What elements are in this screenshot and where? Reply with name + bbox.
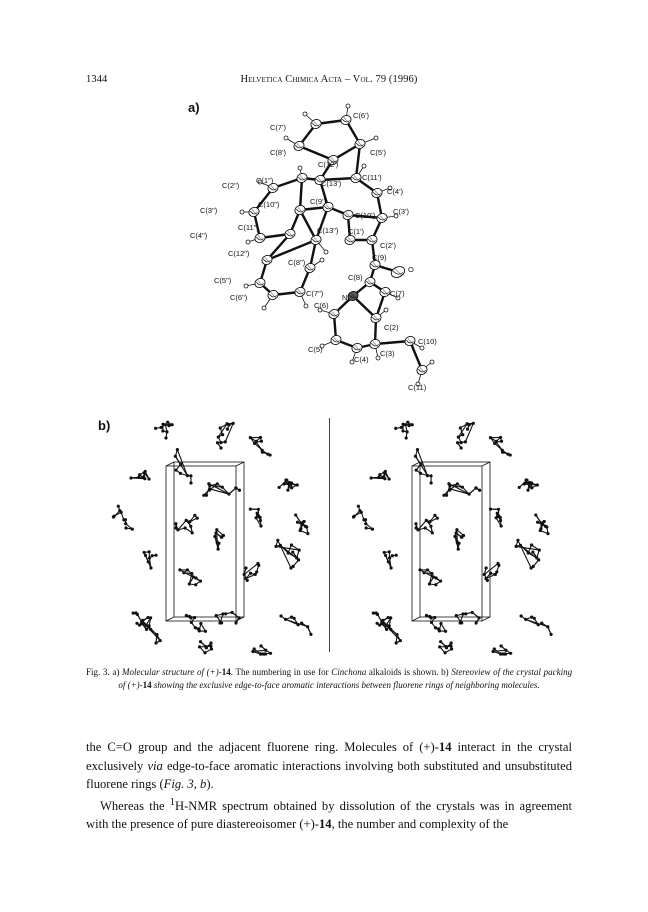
page-number: 1344 — [86, 74, 108, 85]
packed-molecule — [249, 508, 263, 528]
atom-label-c3p: C(3') — [393, 207, 410, 216]
paragraph-1 — [86, 738, 572, 794]
hydrogen-atom — [298, 166, 302, 170]
bond-c8p-c12p — [299, 146, 333, 160]
atom-c4pp — [253, 232, 266, 244]
atom-label-c8pp: C(8") — [288, 258, 306, 267]
hydrogen-atom — [320, 258, 324, 262]
hydrogen-atom — [346, 104, 350, 108]
atom-label-c2p: C(2') — [380, 241, 397, 250]
hydrogen-atom — [304, 304, 308, 308]
atom-label-c10: C(10) — [418, 337, 437, 346]
atom-label-n: N — [342, 293, 348, 302]
caption-b-italic-1: Stereoview of the crystal packing of (+)- — [118, 667, 573, 690]
packed-molecule — [520, 614, 553, 636]
bond-c13pp-c9p — [316, 207, 328, 240]
packed-molecule — [178, 568, 202, 586]
atom-label-c5p: C(5') — [370, 148, 387, 157]
atoms-group — [240, 104, 434, 386]
atom-c2p — [365, 234, 378, 246]
caption-part-b: b) — [441, 667, 449, 677]
atom-label-c10pp: C(10") — [258, 200, 280, 209]
atom-label-c1pp: C(1") — [256, 176, 274, 185]
hydrogen-atom — [262, 306, 266, 310]
atom-label-c7: C(7) — [390, 289, 405, 298]
packed-molecule — [489, 436, 512, 457]
caption-part-a: a) — [112, 667, 120, 677]
caption-fig-label: Fig. 3. — [86, 667, 110, 677]
hydrogen-atom — [240, 210, 244, 214]
packed-molecule — [143, 550, 158, 569]
bond-c13pp-c10pp — [300, 210, 316, 240]
atom-label-c3: C(3) — [380, 349, 395, 358]
packed-molecule — [418, 568, 442, 586]
atom-label-c4p: C(4') — [387, 187, 404, 196]
hydrogen-atom — [384, 308, 388, 312]
atom-label-c11pp: C(11") — [238, 223, 259, 232]
caption-a-rest-2: alkaloids is shown. — [366, 667, 439, 677]
atom-label-c1p: C(1') — [348, 227, 365, 236]
atom-label-c10p: C(10') — [355, 211, 376, 220]
atom-label-c7pp: C(7") — [306, 289, 324, 298]
hydrogen-atom — [420, 346, 424, 350]
atom-c10 — [403, 335, 416, 347]
atom-label-c8p: C(8') — [270, 148, 287, 157]
atom-label-c5: C(5) — [308, 345, 323, 354]
stereoview-right — [336, 418, 568, 658]
p1-compound: 14 — [438, 740, 452, 754]
caption-a-italic: Molecular structure of (+)- — [122, 667, 222, 677]
packed-molecule — [483, 562, 501, 582]
packed-molecule — [383, 550, 398, 569]
packed-molecule — [394, 421, 414, 440]
hydrogen-atom — [244, 284, 248, 288]
packed-molecule — [438, 640, 453, 654]
hydrogen-atom — [324, 250, 328, 254]
molecular-structure-figure — [150, 100, 480, 410]
stereoview-left — [96, 418, 328, 658]
atom-label-c4: C(4) — [354, 355, 369, 364]
atom-c8pp — [303, 262, 316, 274]
packed-molecule — [414, 514, 439, 535]
atom-c3p — [375, 212, 388, 224]
atom-label-c11p: C(11') — [362, 173, 382, 182]
hydrogen-atom — [430, 360, 434, 364]
atom-o — [390, 265, 407, 280]
packed-molecule — [243, 562, 261, 582]
p1-text-b: interact in the crystal exclusively — [86, 740, 572, 773]
hydrogen-atom — [303, 112, 307, 116]
packed-molecule — [112, 505, 134, 531]
packed-molecule — [278, 478, 299, 491]
atom-c13pp — [309, 234, 322, 246]
atom-c1pp — [295, 172, 308, 184]
caption-b-italic-2: showing the exclusive edge-to-face aromatic interactions between fluorene rings of neighboring molecules. — [151, 679, 540, 690]
atom-label-c13p: C(13') — [321, 179, 342, 188]
caption-compound-b: 14 — [142, 679, 152, 690]
packed-molecule — [202, 482, 241, 497]
atom-label-o: O — [408, 265, 414, 274]
packed-molecule — [515, 539, 541, 570]
p2-text-a: Whereas the — [100, 798, 170, 813]
packed-molecule — [215, 611, 241, 625]
packed-molecule — [213, 528, 225, 551]
p1-text-d: ). — [206, 777, 214, 791]
p2-superscript: 1 — [169, 796, 175, 808]
packed-molecule — [370, 470, 391, 481]
atom-c5p — [353, 138, 366, 150]
atom-c5 — [329, 334, 342, 346]
caption-a-rest-1: . The numbering in use for — [230, 667, 332, 677]
p1-text-a: the C=O group and the adjacent fluorene ring. Molecules of (+)- — [86, 740, 439, 754]
atom-c10p — [341, 209, 354, 221]
atom-label-c9: C(9) — [372, 253, 387, 262]
packed-molecule — [518, 478, 539, 491]
body-text — [86, 738, 572, 834]
atom-c10pp — [293, 204, 306, 216]
p1-figure-ref: Fig. 3, b — [163, 777, 207, 791]
unit-cell-box — [166, 462, 244, 621]
packed-molecule — [534, 513, 549, 535]
p2-compound: 14 — [319, 817, 332, 832]
atom-label-c12pp: C(12") — [228, 249, 250, 258]
packed-molecule — [251, 644, 272, 655]
atom-label-c5pp: C(5") — [214, 276, 232, 285]
atom-c11 — [415, 364, 428, 376]
atom-label-c6p: C(6') — [353, 111, 370, 120]
paragraph-2 — [86, 794, 572, 834]
packed-molecule — [174, 514, 199, 535]
atom-label-c9p: C(9') — [310, 197, 327, 206]
hydrogen-atom — [284, 136, 288, 140]
running-header — [86, 74, 572, 90]
packed-molecule — [294, 513, 309, 535]
atom-label-c12p: C(12') — [318, 160, 339, 169]
hydrogen-atom — [246, 240, 250, 244]
packed-molecule — [279, 614, 312, 636]
hydrogen-atom — [374, 136, 378, 140]
p2-text-b: H-NMR spectrum obtained by dissolution of the crystals was in agreement with the presence of pure diastereoisomer (+)- — [86, 798, 572, 832]
journal-title: Helvetica Chimica Acta – Vol. 79 (1996) — [240, 74, 418, 85]
packed-molecule — [489, 508, 503, 528]
packed-molecule — [249, 436, 272, 457]
figure-caption — [86, 666, 572, 691]
panel-b-label: b) — [98, 418, 111, 433]
p1-text-c: edge-to-face aromatic interactions involving both substituted and unsubstituted fluorene rings ( — [86, 758, 572, 791]
packed-molecule — [456, 422, 475, 450]
hydrogen-atom — [362, 164, 366, 168]
packed-molecule — [198, 640, 213, 654]
caption-compound-a: 14 — [221, 667, 231, 677]
packed-molecule — [453, 528, 465, 551]
packed-molecule — [442, 482, 481, 497]
atom-label-c7p: C(7') — [270, 123, 287, 132]
atom-label-c4pp: C(4") — [190, 231, 208, 240]
atom-c4 — [350, 342, 363, 354]
atom-label-c2pp: C(2") — [222, 181, 240, 190]
panel-a-label: a) — [188, 100, 200, 115]
atom-label-c6: C(6) — [314, 301, 329, 310]
atom-label-c3pp: C(3") — [200, 206, 218, 215]
atom-label-c6pp: C(6") — [230, 293, 248, 302]
p2-text-c: , the number and complexity of the — [331, 817, 509, 832]
atom-label-c8: C(8) — [348, 273, 363, 282]
atom-label-c13pp: C(13") — [317, 226, 339, 235]
stereo-divider — [329, 418, 330, 652]
atom-label-c11: C(11) — [408, 383, 427, 392]
packed-molecule — [491, 644, 512, 655]
packed-molecule — [129, 470, 150, 481]
packed-molecule — [455, 611, 481, 625]
packed-molecule — [154, 421, 174, 440]
packed-molecule — [352, 505, 374, 531]
caption-cinchona: Cinchona — [331, 667, 367, 677]
packed-molecule — [274, 539, 300, 570]
atom-label-c2: C(2) — [384, 323, 399, 332]
p1-via: via — [147, 758, 163, 773]
packed-molecule — [216, 422, 235, 450]
atom-c7pp — [293, 286, 306, 298]
atom-c6p — [339, 114, 352, 126]
